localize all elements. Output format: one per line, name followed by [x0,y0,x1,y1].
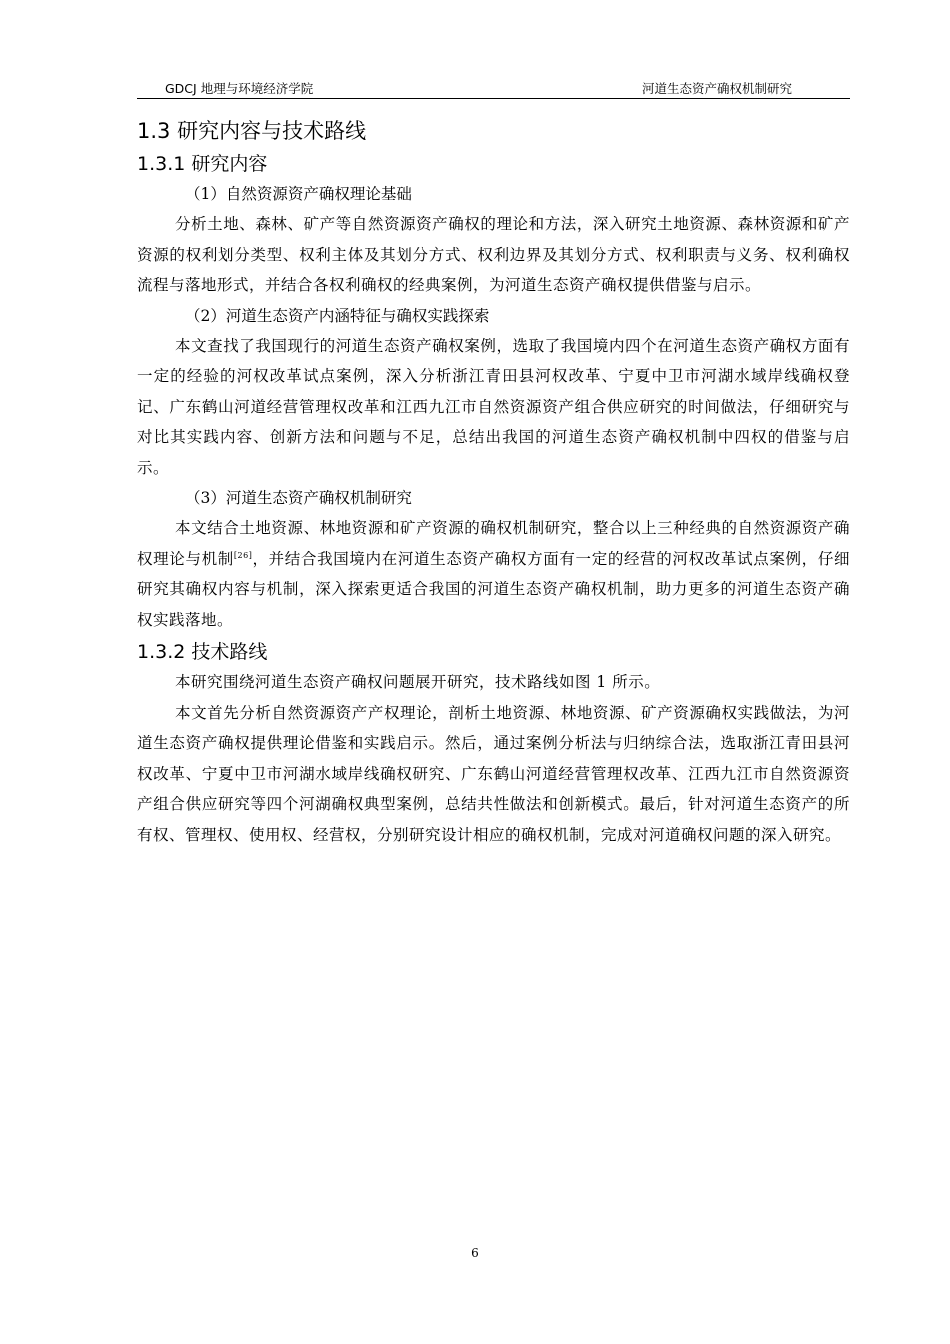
header-rule [137,98,850,99]
section-heading: 1.3 研究内容与技术路线 [137,119,367,143]
subsection-heading-content: 1.3.1 研究内容 [137,153,268,175]
page-header [137,79,850,99]
paragraph-route-1: 本研究围绕河道生态资产确权问题展开研究，技术路线如图 1 所示。 [175,673,661,691]
item-heading-1: （1）自然资源资产确权理论基础 [185,185,412,203]
header-thesis-title: 河道生态资产确权机制研究 [641,81,792,96]
subsection-heading-route: 1.3.2 技术路线 [137,641,268,663]
item-heading-2: （2）河道生态资产内涵特征与确权实践探索 [185,306,490,325]
paragraph-item-2: 本文查找了我国现行的河道生态资产确权案例，选取了我国境内四个在河道生态资产确权方面有一定的经验的河权改革试点案例，深入分析浙江青田县河权改革、宁夏中卫市河湖水域岸线确权登记、广东鹤山河道经营管理权改革和江西九江市自然资源资产组合供应研究的时间做法，仔细研究与对比其实践内容、创新方法和问题与不足，总结出我国的河道生态资产确权机制中四权的借鉴与启示。 [137,336,850,477]
paragraph-item-3-part2: ，并结合我国境内在河道生态资产确权方面有一定的经营的河权改革试点案例，仔细研究其确权内容与机制，深入探索更适合我国的河道生态资产确权机制，助力更多的河道生态资产确权实践落地。 [137,549,850,629]
paragraph-item-3 [137,513,850,635]
item-heading-3: （3）河道生态资产确权机制研究 [185,489,412,507]
citation-reference: [26] [233,550,253,560]
page-body [137,116,850,850]
page-number: 6 [471,1246,479,1260]
paragraph-route-2: 本文首先分析自然资源资产产权理论，剖析土地资源、林地资源、矿产资源确权实践做法，为河道生态资产确权提供理论借鉴和实践启示。然后，通过案例分析法与归纳综合法，选取浙江青田县河权改革、宁夏中卫市河湖水域岸线确权研究、广东鹤山河道经营管理权改革、江西九江市自然资源资产组合供应研究等四个河湖确权典型案例，总结共性做法和创新模式。最后，针对河道生态资产的所有权、管理权、使用权、经营权，分别研究设计相应的确权机制，完成对河道确权问题的深入研究。 [137,703,850,844]
paragraph-item-3-part1: 本文结合土地资源、林地资源和矿产资源的确权机制研究，整合以上三种经典的自然资源资产确权理论与机制 [137,519,850,568]
header-school: GDCJ 地理与环境经济学院 [165,81,314,96]
paragraph-item-1: 分析土地、森林、矿产等自然资源资产确权的理论和方法，深入研究土地资源、森林资源和矿产资源的权利划分类型、权利主体及其划分方式、权利边界及其划分方式、权利职责与义务、权利确权流程与落地形式，并结合各权利确权的经典案例，为河道生态资产确权提供借鉴与启示。 [137,215,850,294]
